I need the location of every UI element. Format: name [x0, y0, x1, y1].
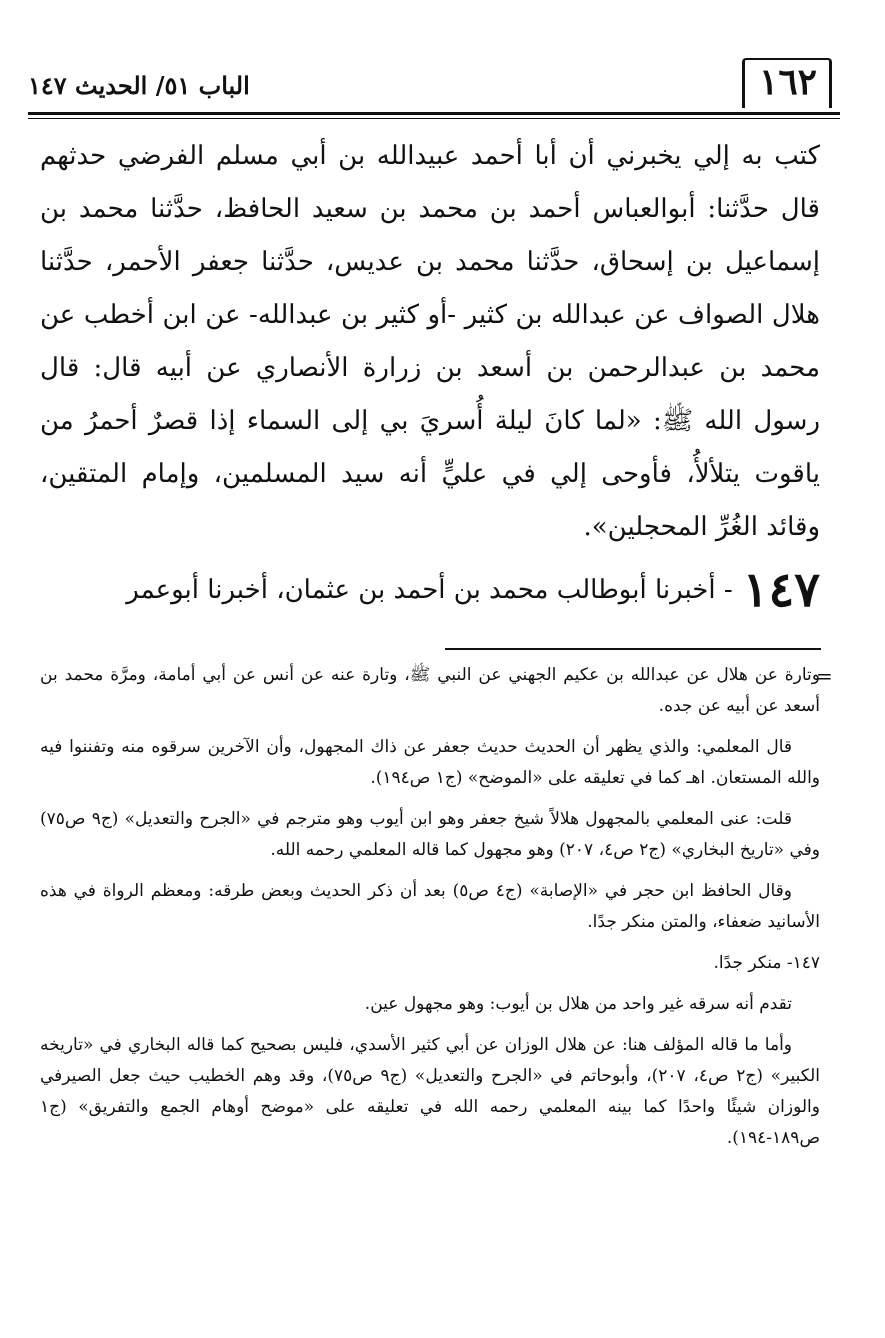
main-paragraph: كتب به إلي يخبرني أن أبا أحمد عبيدالله بن أبي مسلم الفرضي حدثهم قال حدَّثنا: أبوالعباس أحمد بن محمد بن سعيد الحافظ، حدَّثنا محمد بن إسماعيل بن إسحاق، حدَّثنا محمد بن عديس، حدَّثنا جعفر الأحمر، حدَّثنا هلال الصواف عن عبدالله بن كثير -أو كثير بن عبدالله- عن ابن أخطب عن محمد بن عبدالرحمن بن أسعد بن زرارة الأنصاري عن أبيه قال: قال رسول الله ﷺ: «لما كانَ ليلة أُسريَ بي إلى السماء إذا قصرٌ أحمرُ من ياقوت يتلألأُ، فأوحى إلي في عليٍّ أنه سيد المسلمين، وإمام المتقين، وقائد الغُرِّ المحجلين». — [40, 141, 820, 542]
running-title: الباب ٥١/ الحديث ١٤٧ — [28, 71, 250, 100]
footnote-heading: ١٤٧- منكر جدًا. — [713, 953, 820, 973]
header-rule-thick — [28, 112, 840, 115]
footnotes — [40, 660, 820, 1164]
footnote-paragraph: وقال الحافظ ابن حجر في «الإصابة» (ج٤ ص٥) بعد أن ذكر الحديث وبعض طرقه: ومعظم الرواة في هذه الأسانيد ضعفاء، والمتن منكر جدًا. — [40, 881, 820, 932]
footnote-paragraph: تقدم أنه سرقه غير واحد من هلال بن أيوب: وهو مجهول عين. — [364, 994, 792, 1014]
footnote-paragraph: وتارة عن هلال عن عبدالله بن عكيم الجهني عن النبي ﷺ، وتارة عنه عن أنس عن أبي أمامة، ومرَّة محمد بن أسعد عن أبيه عن جده. — [40, 665, 820, 716]
main-text — [40, 130, 820, 620]
footnote-paragraph: قلت: عنى المعلمي بالمجهول هلالاً شيخ جعفر وهو ابن أيوب وهو مترجم في «الجرح والتعديل» (ج٩ ص٧٥) وفي «تاريخ البخاري» (ج٢ ص٤، ٢٠٧) وهو مجهول كما قاله المعلمي رحمه الله. — [40, 809, 820, 860]
hadith-number: ١٤٧ — [742, 562, 820, 618]
page-header — [28, 52, 840, 122]
footnote-paragraph: قال المعلمي: والذي يظهر أن الحديث حديث جعفر عن ذاك المجهول، وأن الآخرين سرقوه منه وتفننوا فيه والله المستعان. اهـ كما في تعليقه على «الموضح» (ج١ ص١٩٤). — [40, 737, 820, 788]
footnote-paragraph: وأما ما قاله المؤلف هنا: عن هلال الوزان عن أبي كثير الأسدي، فليس بصحيح كما قاله البخاري في «تاريخه الكبير» (ج٢ ص٤، ٢٠٧)، وأبوحاتم في «الجرح والتعديل» (ج٩ ص٧٥)، وقد وهم الخطيب حيث جعل الصيرفي والوزان شيئًا واحدًا كما بينه المعلمي رحمه الله في تعليقه على «موضح أوهام الجمع والتفريق» (ج١ ص١٨٩-١٩٤). — [40, 1035, 820, 1148]
footnote-separator — [445, 648, 821, 650]
page-number: ١٦٢ — [742, 58, 832, 108]
hadith-heading — [40, 560, 820, 620]
hadith-opening: - أخبرنا أبوطالب محمد بن أحمد بن عثمان، أخبرنا أبوعمر — [126, 574, 733, 605]
footnote-continuation-mark: = — [816, 664, 833, 688]
header-rule-thin — [28, 118, 840, 119]
